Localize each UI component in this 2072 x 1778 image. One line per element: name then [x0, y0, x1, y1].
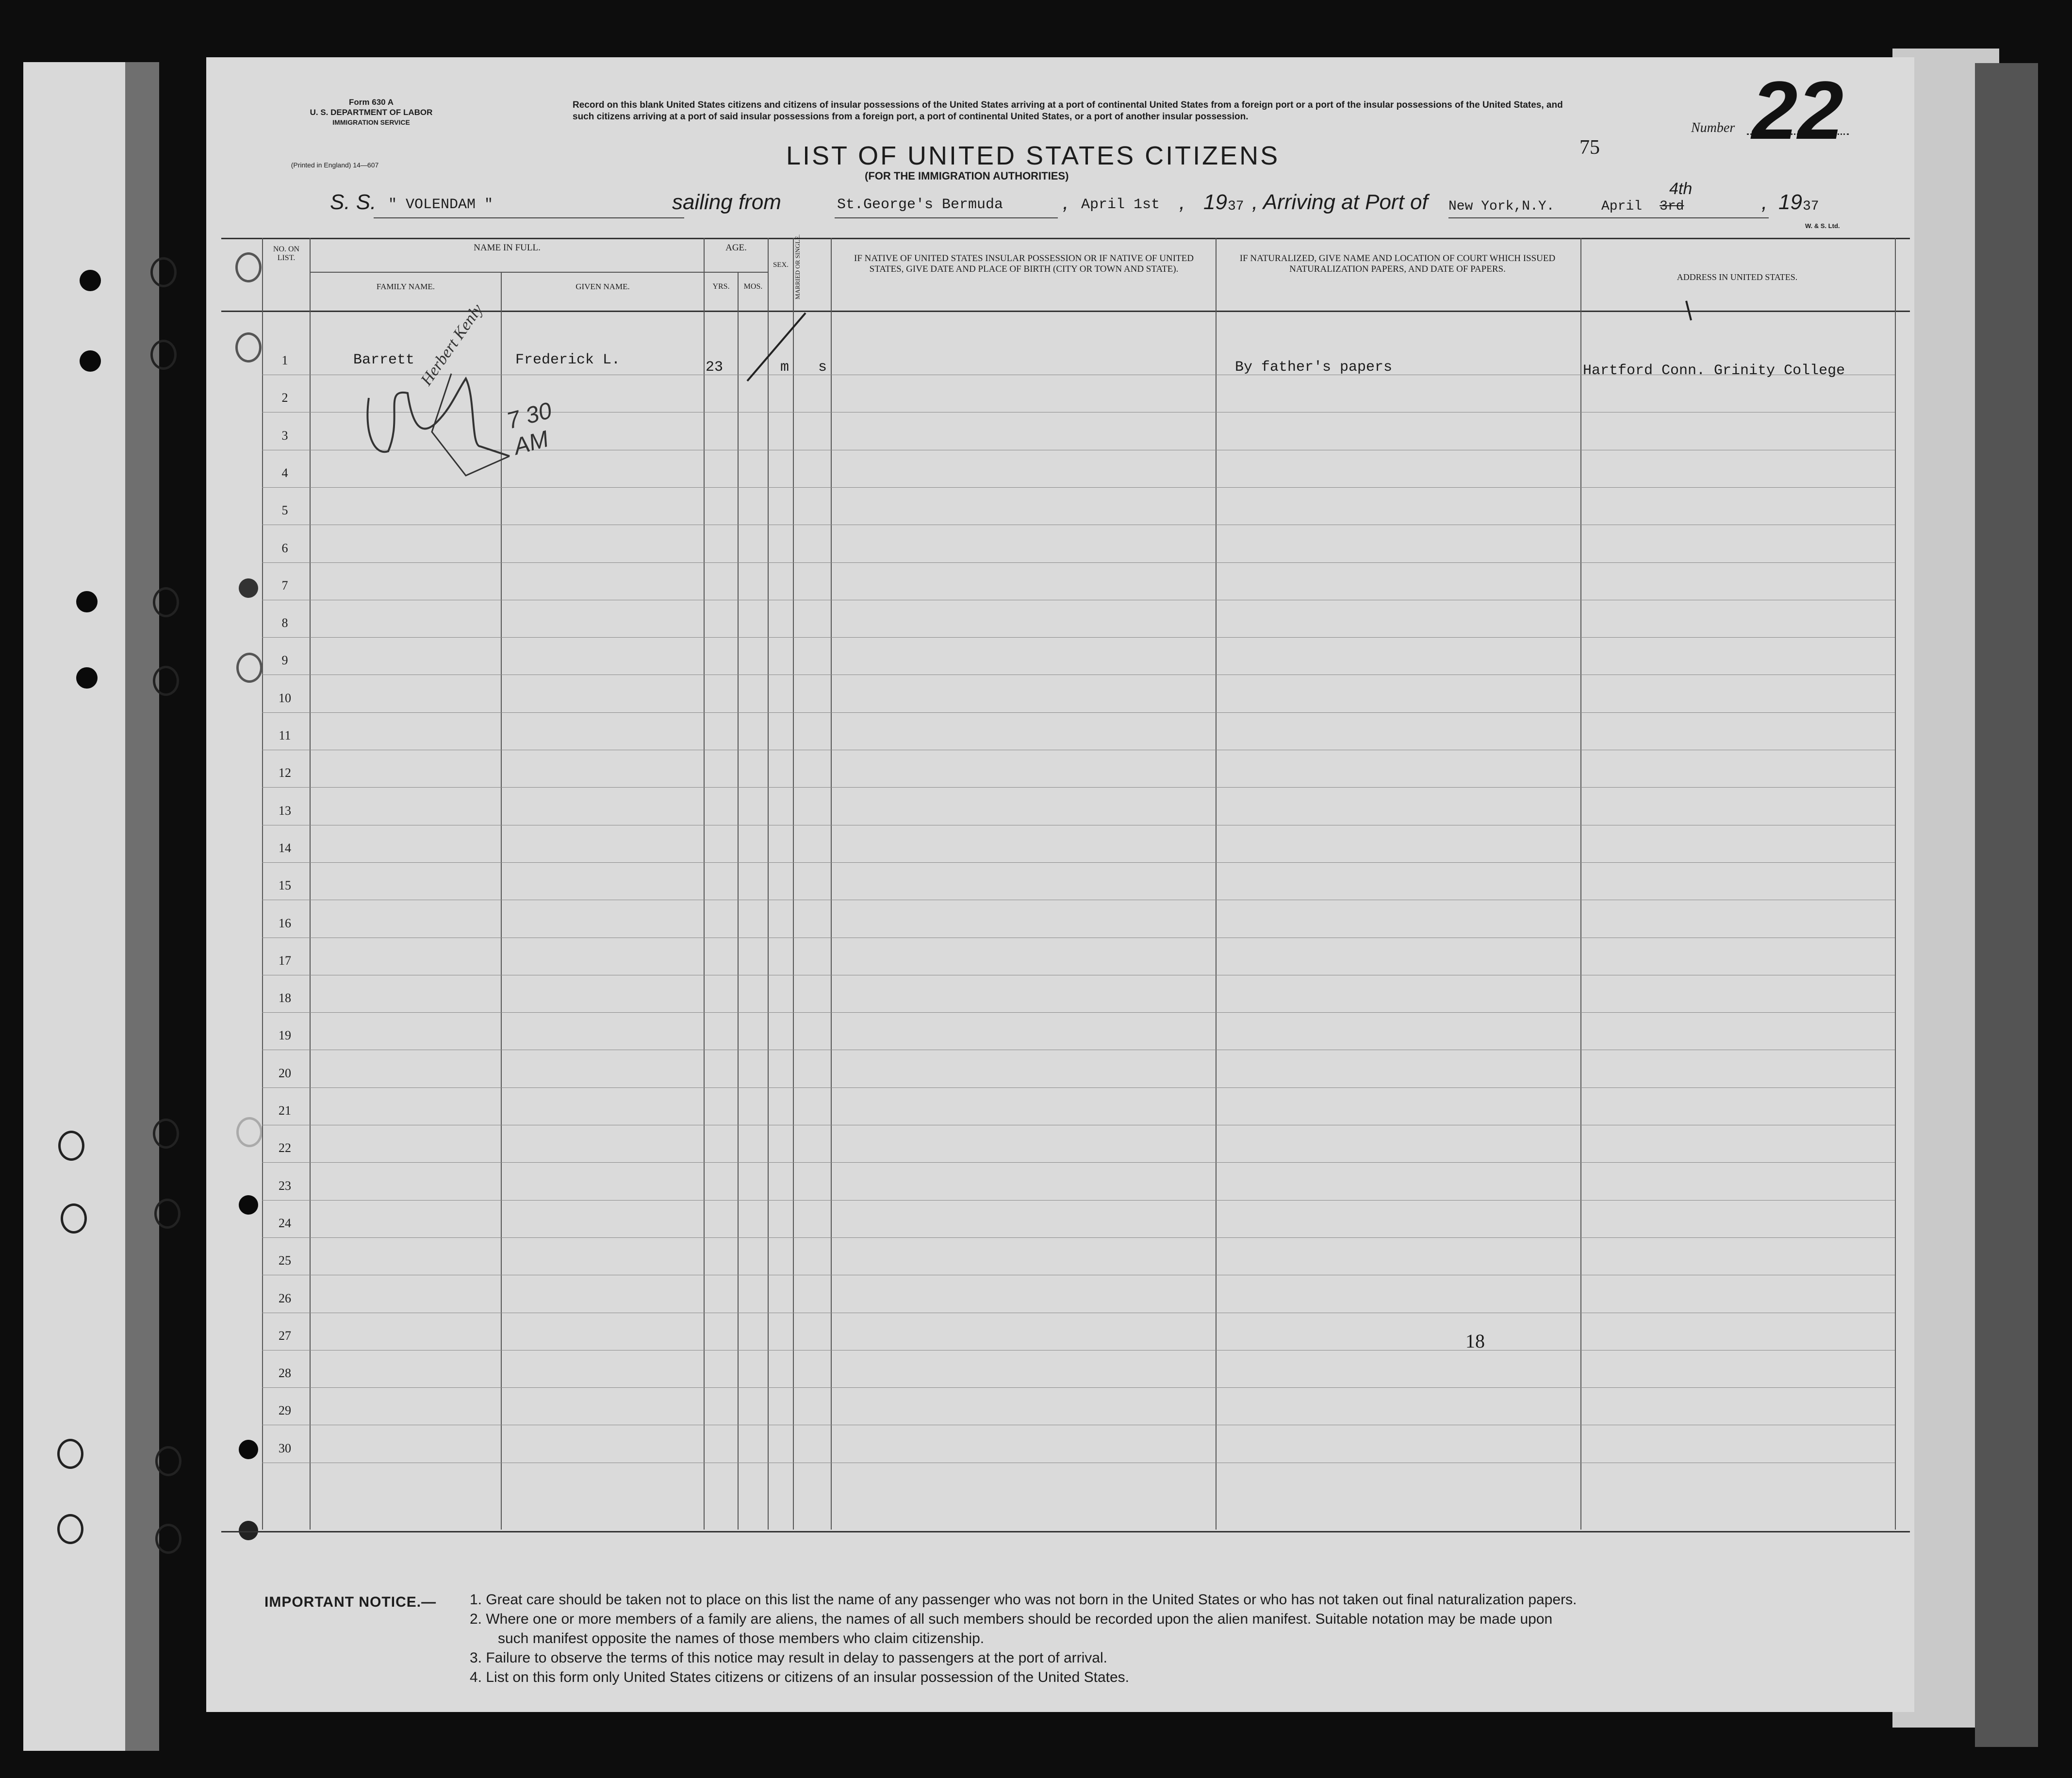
depart-year-prefix: 19 — [1203, 190, 1227, 214]
page-subtitle: (FOR THE IMMIGRATION AUTHORITIES) — [865, 170, 1069, 182]
row-number: 2 — [281, 391, 288, 405]
row-number: 5 — [281, 503, 288, 518]
table-row — [262, 1162, 1895, 1163]
number-label: Number — [1691, 120, 1735, 135]
comma: , — [1761, 190, 1768, 214]
row-number: 9 — [281, 653, 288, 668]
row-number: 6 — [281, 541, 288, 555]
header-given-name: GIVEN NAME. — [576, 282, 630, 291]
notice-item-2-cont: such manifest opposite the names of those members who claim citizenship. — [498, 1630, 985, 1646]
binder-strip — [23, 62, 126, 1751]
punch-hole — [150, 340, 177, 370]
entry-married: s — [818, 359, 827, 376]
punch-hole — [80, 350, 101, 372]
header-sex: SEX. — [773, 261, 789, 269]
header-no: NO. ON LIST. — [273, 245, 300, 262]
table-row — [262, 1087, 1895, 1088]
stamp-18: 18 — [1465, 1330, 1485, 1352]
row-number: 27 — [279, 1328, 291, 1343]
table-row — [262, 1012, 1895, 1013]
header-birth: IF NATIVE OF UNITED STATES INSULAR POSSESSION OR IF NATIVE OF UNITED STATES, GIVE DATE AND PLACE OF BIRTH (CITY OR TOWN AND STATE). — [854, 253, 1194, 274]
header-family-name: FAMILY NAME. — [376, 282, 435, 291]
row-number: 25 — [279, 1253, 291, 1268]
row-number: 13 — [279, 803, 291, 818]
arrival-day-struck: 3rd — [1660, 199, 1684, 214]
header-married: MARRIED OR SINGLE. — [794, 234, 801, 299]
table-row — [262, 1200, 1895, 1201]
col-line — [768, 238, 769, 1530]
col-line — [1580, 238, 1581, 1530]
form-id-block — [291, 97, 451, 128]
punch-hole — [76, 591, 98, 612]
page-title: LIST OF UNITED STATES CITIZENS — [786, 141, 1280, 170]
sailing-label: sailing from — [672, 190, 781, 214]
arrival-day-correction: 4th — [1669, 180, 1693, 198]
ship-name: " VOLENDAM " — [388, 197, 493, 213]
table-row — [262, 787, 1895, 788]
row-number: 10 — [279, 691, 291, 705]
punch-hole — [80, 270, 101, 291]
stamp-75: 75 — [1579, 136, 1600, 159]
punch-hole — [153, 587, 179, 617]
row-number: 29 — [279, 1403, 291, 1418]
row-number: 3 — [281, 428, 288, 443]
col-line — [1216, 238, 1217, 1530]
printer-mark: W. & S. Ltd. — [1805, 222, 1840, 230]
arrival-year: 37 — [1803, 199, 1819, 214]
row-number: 1 — [281, 353, 288, 367]
col-line — [310, 238, 311, 1530]
entry-given-name: Frederick L. — [515, 352, 621, 368]
col-line — [262, 238, 263, 1530]
row-number: 18 — [279, 991, 291, 1005]
row-number: 30 — [279, 1441, 291, 1455]
printed-note: (Printed in England) 14—607 — [291, 161, 379, 169]
table-row — [262, 862, 1895, 863]
arriving-label: , Arriving at Port of — [1252, 190, 1428, 214]
entry-family-name: Barrett — [353, 352, 415, 368]
table-row — [262, 637, 1895, 638]
header-naturalized: IF NATURALIZED, GIVE NAME AND LOCATION OF COURT WHICH ISSUED NATURALIZATION PAPERS, AND DATE OF PAPERS. — [1239, 253, 1556, 274]
page-edge-right — [1975, 63, 2038, 1747]
notice-item-1: 1. Great care should be taken not to place on this list the name of any passenger who was not born in the United States or who has not taken out final naturalization papers. — [470, 1592, 1577, 1608]
service: IMMIGRATION SERVICE — [332, 118, 410, 126]
row-number: 19 — [279, 1028, 291, 1043]
tick-mark — [1684, 298, 1694, 323]
punch-hole — [153, 666, 179, 696]
row-number: 23 — [279, 1178, 291, 1193]
from-port: St.George's Bermuda — [837, 197, 1003, 213]
form-number: Form 630 A — [349, 98, 394, 107]
row-number: 26 — [279, 1291, 291, 1305]
row-number: 28 — [279, 1366, 291, 1381]
row-number: 7 — [281, 578, 288, 593]
table-row — [262, 562, 1895, 563]
depart-year: 37 — [1228, 199, 1244, 214]
notice-item-3: 3. Failure to observe the terms of this notice may result in delay to passengers at the port of arrival. — [470, 1650, 1107, 1666]
comma: , — [1179, 190, 1185, 214]
tick-mark — [742, 311, 810, 383]
punch-hole — [154, 1199, 181, 1229]
col-line — [831, 238, 832, 1530]
punch-hole — [57, 1514, 83, 1544]
header-age: AGE. — [725, 243, 747, 253]
table-row — [262, 1237, 1895, 1238]
row-number: 22 — [279, 1141, 291, 1155]
row-number: 12 — [279, 766, 291, 780]
punch-hole — [155, 1524, 181, 1554]
col-line — [793, 238, 794, 1530]
row-number: 15 — [279, 878, 291, 893]
arrival-year-prefix: 19 — [1778, 190, 1802, 214]
arrival-port: New York,N.Y. — [1448, 199, 1555, 214]
col-line — [738, 272, 739, 1530]
table-row — [262, 1387, 1895, 1388]
subheader-rule — [310, 272, 704, 273]
header-yrs: YRS. — [712, 282, 730, 291]
notice-item-2: 2. Where one or more members of a family are aliens, the names of all such members should be recorded upon the alien manifest. Suitable notation may be made upon — [470, 1611, 1553, 1627]
row-number: 24 — [279, 1216, 291, 1230]
table-row — [262, 712, 1895, 713]
col-line — [1895, 238, 1896, 1530]
signature-text: Herbert Kenly — [417, 300, 487, 389]
notice-list — [470, 1590, 1901, 1687]
row-number: 4 — [281, 465, 288, 480]
from-port-line — [835, 217, 1058, 218]
row-number: 14 — [279, 840, 291, 855]
notice-label: IMPORTANT NOTICE.— — [264, 1594, 437, 1610]
punch-hole — [153, 1119, 179, 1149]
record-note: Record on this blank United States citizens and citizens of insular possessions of the United States arriving at a port of continental United States from a foreign port or a port of the insular possessions of the United States, and such citizens arriving at a port of said insular possessions from a foreign port, a port of continental United States, or a port of another insular possession. — [573, 100, 1563, 122]
department: U. S. DEPARTMENT OF LABOR — [310, 108, 433, 117]
punch-hole — [76, 667, 98, 689]
punch-hole — [61, 1203, 87, 1234]
notice-item-4: 4. List on this form only United States citizens or citizens of an insular possession of the United States. — [470, 1669, 1130, 1685]
entry-sex: m — [780, 359, 789, 376]
entry-naturalized: By father's papers — [1235, 359, 1393, 376]
punch-hole — [57, 1439, 83, 1469]
row-number: 16 — [279, 916, 291, 930]
subheader-rule — [704, 272, 768, 273]
comma: , — [1063, 190, 1069, 214]
header-name-in-full: NAME IN FULL. — [474, 243, 541, 253]
row-number: 17 — [279, 953, 291, 968]
ship-line — [374, 217, 684, 218]
entry-age: 23 — [706, 359, 724, 376]
depart-date: April 1st — [1081, 197, 1160, 213]
row-number: 11 — [279, 728, 291, 742]
arrival-month: April — [1601, 199, 1643, 214]
punch-hole — [150, 257, 177, 287]
header-address: ADDRESS IN UNITED STATES. — [1677, 272, 1798, 282]
punch-hole — [155, 1446, 181, 1476]
header-mos: MOS. — [743, 282, 763, 291]
page-edge-left — [125, 62, 159, 1751]
entry-address: Hartford Conn. Grinity College — [1583, 362, 1845, 379]
number-value: 22 — [1752, 65, 1844, 157]
row-number: 20 — [279, 1066, 291, 1080]
punch-hole — [58, 1131, 84, 1161]
col-line — [704, 238, 705, 1530]
row-number: 8 — [281, 616, 288, 630]
time-annotation: 7 30 AM — [504, 397, 555, 460]
arrival-line — [1448, 217, 1769, 218]
row-number: 21 — [279, 1103, 291, 1118]
ss-label: S. S. — [330, 190, 377, 214]
